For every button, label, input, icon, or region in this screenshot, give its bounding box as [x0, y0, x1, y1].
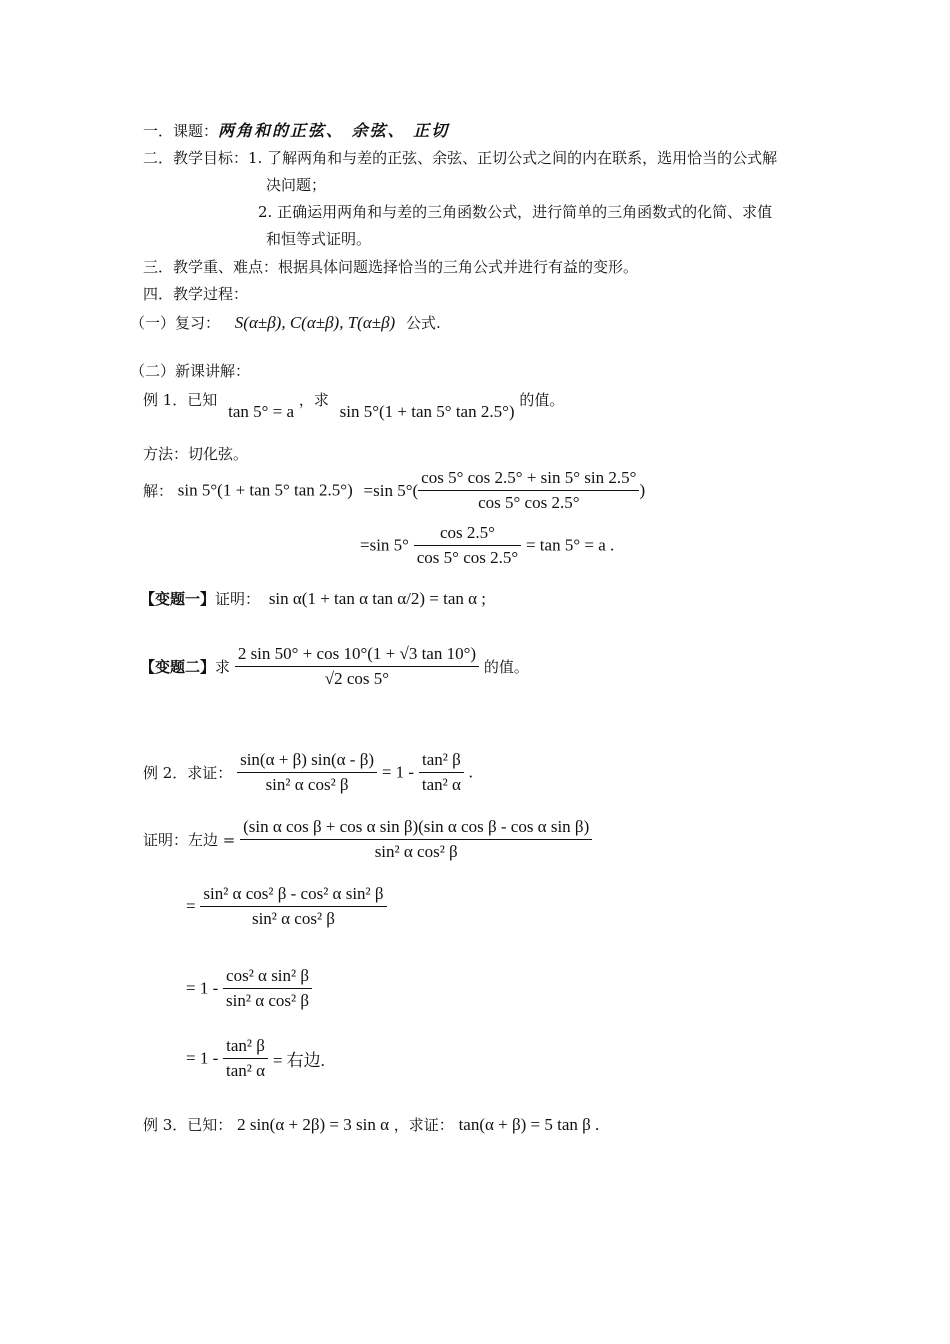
example-3-given: 2 sin(α + 2β) = 3 sin α — [237, 1115, 389, 1134]
fraction-numerator: (sin α cos β + cos α sin β)(sin α cos β - cos α sin β) — [240, 817, 592, 840]
variant-1-formula: sin α(1 + tan α tan α/2) = tan α ; — [268, 589, 487, 608]
fraction-denominator: sin² α cos² β — [374, 842, 458, 861]
example-2-statement — [143, 750, 473, 795]
proof-step-3-fraction — [223, 966, 312, 1011]
example-1-suffix: 的值。 — [519, 391, 565, 409]
variant-1 — [140, 588, 486, 609]
variant-2-fraction — [235, 644, 479, 689]
example-3-statement — [143, 1114, 599, 1135]
proof-step-2-eq: = — [186, 896, 196, 916]
review-line — [130, 312, 441, 333]
variant-2-label: 【变题二】 — [140, 658, 216, 676]
example-1-mid: ，求 — [298, 391, 329, 409]
solution-step-2-eq: =sin 5° — [360, 535, 409, 555]
objectives-line-1 — [143, 147, 777, 168]
review-formula: S(α±β), C(α±β), T(α±β) — [234, 313, 396, 332]
solution-step-2-rhs: = tan 5° = a . — [525, 535, 615, 555]
solution-step-1-close: ) — [639, 480, 646, 500]
example-1-solution-step-1 — [143, 468, 645, 513]
objective-2a: 2. 正确运用两角和与差的三角函数公式，进行简单的三角函数式的化简、求值 — [258, 203, 773, 221]
variant-1-text: 证明： — [215, 590, 261, 608]
solution-label: 解： — [143, 482, 174, 500]
proof-step-3-eq: = 1 - — [186, 978, 219, 998]
example-2-eq: = 1 - — [381, 762, 415, 782]
fraction-numerator: tan² β — [419, 750, 464, 773]
example-2-dot: . — [468, 762, 473, 782]
fraction-numerator: cos 2.5° — [414, 523, 521, 546]
proof-step-1-fraction — [240, 817, 592, 862]
proof-step-4-fraction — [223, 1036, 268, 1081]
example-2-rhs-fraction — [419, 750, 464, 795]
fraction-denominator: cos 5° cos 2.5° — [478, 493, 580, 512]
example-2-proof-step-3 — [186, 966, 312, 1011]
review-suffix: 公式. — [406, 314, 441, 332]
variant-1-label: 【变题一】 — [140, 590, 216, 608]
fraction-numerator: 2 sin 50° + cos 10°(1 + √3 tan 10°) — [235, 644, 479, 667]
review-label: （一）复习： — [130, 314, 221, 332]
fraction-numerator: cos² α sin² β — [223, 966, 312, 989]
example-1-target: sin 5°(1 + tan 5° tan 2.5°) — [339, 402, 515, 421]
objective-1a: 1. 了解两角和与差的正弦、余弦、正切公式之间的内在联系，选用恰当的公式解 — [248, 149, 778, 167]
fraction-denominator: sin² α cos² β — [226, 991, 310, 1010]
example-1-statement — [143, 389, 565, 421]
variant-2 — [140, 644, 529, 689]
fraction-numerator: sin² α cos² β - cos² α sin² β — [200, 884, 386, 907]
example-1-label: 例 1．已知 — [143, 391, 218, 409]
example-2-proof-step-2 — [186, 884, 387, 929]
example-3-label: 例 3．已知： — [143, 1116, 233, 1134]
example-3-mid: ，求证： — [393, 1116, 454, 1134]
proof-step-4-rhs: = 右边. — [272, 1051, 325, 1070]
new-lesson-heading: （二）新课讲解： — [130, 362, 251, 380]
fraction-denominator: sin² α cos² β — [251, 909, 335, 928]
process-heading: 四．教学过程： — [143, 285, 249, 303]
example-1-method: 方法：切化弦。 — [143, 445, 249, 463]
example-2-proof-step-1 — [143, 817, 592, 862]
solution-step-1-eq: =sin 5°( — [363, 480, 419, 500]
fraction-numerator: tan² β — [223, 1036, 268, 1059]
example-2-proof-step-4 — [186, 1036, 325, 1081]
proof-step-2-fraction — [200, 884, 386, 929]
example-2-lhs-fraction — [237, 750, 377, 795]
key-points: 三．教学重、难点：根据具体问题选择恰当的三角公式并进行有益的变形。 — [143, 258, 639, 276]
section-label: 一．课题： — [143, 122, 219, 140]
proof-label: 证明：左边 = — [143, 831, 236, 849]
variant-2-text: 求 — [215, 658, 231, 676]
example-1-solution-step-2 — [360, 523, 614, 568]
objectives-label: 二．教学目标： — [143, 149, 249, 167]
section-title-line — [143, 118, 449, 141]
objective-2b: 和恒等式证明。 — [266, 230, 372, 248]
solution-step-2-fraction — [414, 523, 521, 568]
objective-1b: 决问题； — [266, 176, 327, 194]
fraction-denominator: cos 5° cos 2.5° — [416, 548, 519, 567]
proof-step-4-eq: = 1 - — [186, 1048, 219, 1068]
example-2-label: 例 2．求证： — [143, 764, 233, 782]
solution-lhs: sin 5°(1 + tan 5° tan 2.5°) — [177, 480, 353, 500]
fraction-denominator: tan² α — [421, 775, 461, 794]
fraction-denominator: √2 cos 5° — [324, 669, 390, 688]
fraction-numerator: sin(α + β) sin(α - β) — [237, 750, 377, 773]
example-1-given: tan 5° = a — [228, 402, 295, 421]
lesson-title: 两角和的正弦、 余弦、 正切 — [218, 121, 450, 140]
fraction-denominator: tan² α — [226, 1061, 266, 1080]
example-3-target: tan(α + β) = 5 tan β . — [458, 1115, 600, 1134]
fraction-denominator: sin² α cos² β — [265, 775, 349, 794]
variant-2-suffix: 的值。 — [483, 658, 529, 676]
fraction-numerator: cos 5° cos 2.5° + sin 5° sin 2.5° — [418, 468, 639, 491]
solution-step-1-fraction — [418, 468, 639, 513]
